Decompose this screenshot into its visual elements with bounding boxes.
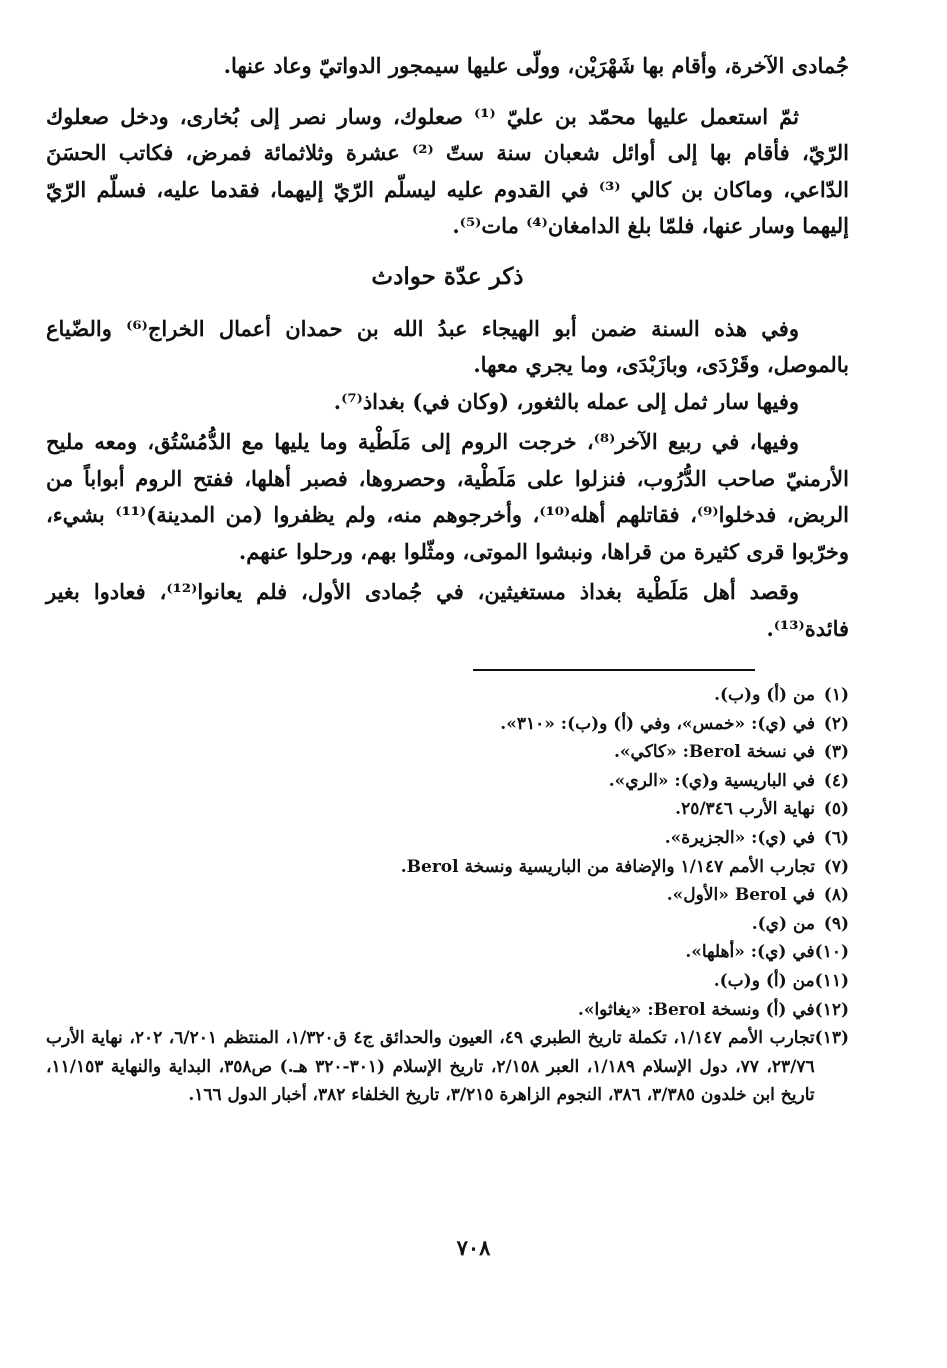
footnote [46,996,849,1025]
footnote-text: في نسخة Berol: «كاكي». [614,742,815,763]
footnote [46,795,849,824]
footnote-text: في Berol «الأول». [666,885,815,906]
footnote-number: (١٠) [814,942,849,963]
footnote [46,767,849,796]
footnote [46,738,849,767]
footnote [46,710,849,739]
footnote-text: في الباريسية و(ي): «الري». [608,770,815,791]
footnote-text: في (ي): «أهلها». [685,942,815,963]
footnote-divider [473,669,755,671]
footnote-number: (٩) [823,913,849,934]
footnote [46,681,849,710]
footnote [46,1024,849,1110]
paragraph-2: ثمّ استعمل عليها محمّد بن عليّ ⁽¹⁾ صعلوك، وسار نصر إلى بُخارى، ودخل صعلوك الرّيّ، فأقام بها إلى أوائل شعبان سنة ستّ ⁽²⁾ عشرة وثلاثمائة فمرض، فكاتب الحسَنَ الدّاعي، وماكان بن كالي ⁽³⁾ في القدوم عليه ليسلّم الرّيّ إليهما، فقدما عليه، فسلّم الرّيّ إليهما وسار عنها، فلمّا بلغ الدامغان⁽⁴⁾ مات⁽⁵⁾. [46,103,850,238]
paragraph-3: وفي هذه السنة ضمن أبو الهيجاء عبدُ الله بن حمدان أعمال الخراج⁽⁶⁾ والضّياع بالموصل، وقَرْدَى، وبازَبْدَى، وما يجري معها. [46,315,849,377]
footnote-text: من (ي). [751,913,815,934]
footnote [46,881,849,910]
footnote [46,853,849,882]
footnote-text: في (ي): «الجزيرة». [664,827,815,848]
footnote [46,910,849,939]
footnote-number: (١٢) [814,999,849,1020]
footnote-number: (١١) [814,970,849,991]
footnote-number: (٣) [823,742,849,763]
footnote-text: تجارب الأمم ١/١٤٧، تكملة تاريخ الطبري ٤٩، العيون والحدائق ج٤ ق١/٣٢٠، المنتظم ٦/٢٠١، ٢٠٢، نهاية الأرب ٢٣/٧٦، ٧٧، دول الإسلام ١/١٨٩، العبر ٢/١٥٨، تاريخ الإسلام (٣٠١-٣٢٠ هـ.) ص٣٥٨، البداية والنهاية ١١/١٥٣، تاريخ ابن خلدون ٣/٣٨٥، ٣٨٦، النجوم الزاهرة ٣/٢١٥، تاريخ الخلفاء ٣٨٢، أخبار الدول ١٦٦. [46,1028,815,1106]
footnote-text: تجارب الأمم ١/١٤٧ والإضافة من الباريسية ونسخة Berol. [400,856,815,877]
footnote-text: نهاية الأرب ٢٥/٣٤٦. [675,799,815,820]
footnote-text: من (أ) و(ب). [714,685,815,705]
page-number: ٧٠٨ [456,1235,491,1260]
footnote [46,967,849,996]
footnote-number: (٥) [823,799,849,820]
paragraph-5: وفيها، في ربيع الآخر⁽⁸⁾، خرجت الروم إلى مَلَطْية وما يليها مع الدُّمُسْتُق، ومعه مليح الأرمنيّ صاحب الدُّرُوب، فنزلوا على مَلَطْية، وحصروها، فصبر أهلها، ففتح الروم أبواباً من الربض، فدخلوا⁽⁹⁾، فقاتلهم أهله⁽¹⁰⁾، وأخرجوهم منه، ولم يظفروا (من المدينة)⁽¹¹⁾ بشيء، وخرّبوا قرى كثيرة من قراها، ونبشوا الموتى، ومثّلوا بهم، ورحلوا عنهم. [46,429,850,564]
paragraph-4: وفيها سار ثمل إلى عمله بالثغور، (وكان في) بغداذ⁽⁷⁾. [333,388,799,414]
footnote-text: في (أ) ونسخة Berol: «يغاثوا». [577,999,815,1020]
footnote-number: (٤) [823,770,849,791]
footnote-number: (١) [823,685,849,705]
footnote-text: في (ي): «خمس»، وفي (أ) و(ب): «٣١٠». [500,713,815,734]
footnote-number: (٧) [823,856,849,877]
footnote-text: من (أ) و(ب). [713,970,815,991]
footnote [46,824,849,853]
footnote-number: (٦) [823,827,849,848]
footnote-number: (١٣) [814,1028,849,1049]
section-heading: ذكر عدّة حوادث [371,262,524,290]
footnote [46,938,849,967]
footnote-number: (٢) [823,713,849,734]
paragraph-1: جُمادى الآخرة، وأقام بها شَهْرَيْن، وولّى عليها سيمجور الدواتيّ وعاد عنها. [223,53,849,78]
footnote-number: (٨) [823,885,849,906]
footnotes-list [46,681,849,1110]
paragraph-6: وقصد أهل مَلَطْية بغداذ مستغيثين، في جُمادى الأول، فلم يعانوا⁽¹²⁾، فعادوا بغير فائدة⁽¹³⁾. [46,579,849,641]
